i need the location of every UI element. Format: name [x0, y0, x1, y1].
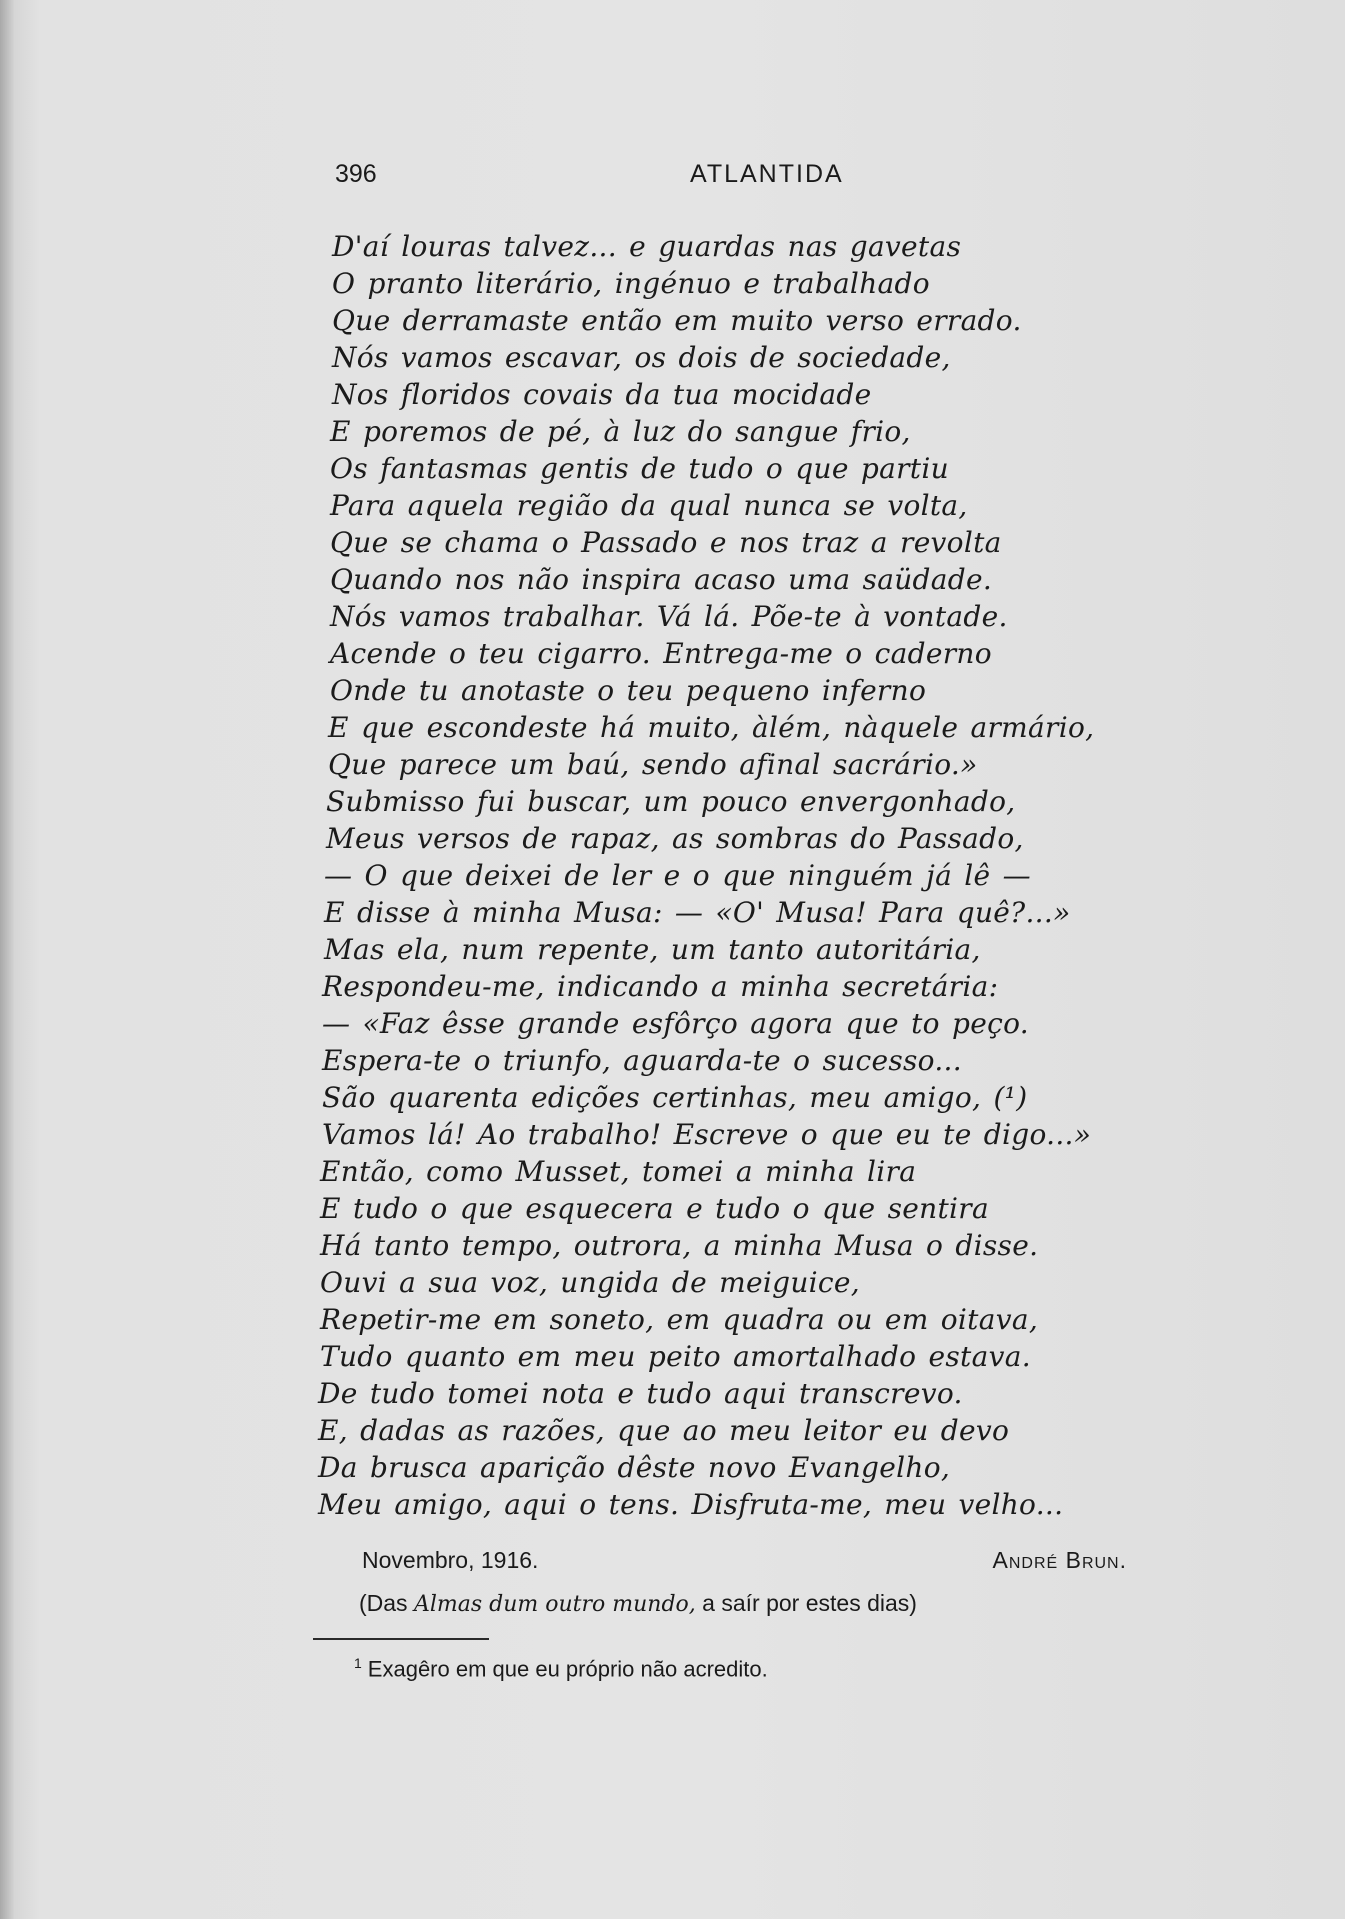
poem-line: Onde tu anotaste o teu pequeno inferno — [330, 674, 927, 707]
poem-line: E tudo o que esquecera e tudo o que sentira — [320, 1192, 989, 1225]
poem-line: E, dadas as razões, que ao meu leitor eu devo — [318, 1414, 1010, 1447]
poem-line: D'aí louras talvez... e guardas nas gavetas — [332, 230, 962, 263]
poem-line: E poremos de pé, à luz do sangue frio, — [330, 415, 911, 448]
poem-line: Mas ela, num repente, um tanto autoritária, — [324, 933, 981, 966]
footnote-divider — [313, 1638, 489, 1640]
poem-line: Nos floridos covais da tua mocidade — [332, 378, 872, 411]
source-book-title: Almas dum outro mundo, — [413, 1592, 696, 1617]
poem-line: Que derramaste então em muito verso errado. — [332, 304, 1022, 337]
page-gutter-shadow — [0, 0, 14, 1919]
poem-line: Meus versos de rapaz, as sombras do Passado, — [326, 822, 1024, 855]
poem-line: Quando nos não inspira acaso uma saüdade. — [330, 563, 993, 596]
date-line: Novembro, 1916. — [362, 1547, 539, 1573]
author-signature: André Brun. — [992, 1547, 1127, 1573]
poem-line: Da brusca aparição dêste novo Evangelho, — [318, 1451, 951, 1484]
poem-line: De tudo tomei nota e tudo aqui transcrevo. — [318, 1377, 963, 1410]
poem-line: — «Faz êsse grande esfôrço agora que to peço. — [322, 1007, 1029, 1040]
poem-line: Respondeu-me, indicando a minha secretária: — [322, 970, 999, 1003]
footnote — [354, 1655, 768, 1682]
poem-line: Os fantasmas gentis de tudo o que partiu — [330, 452, 949, 485]
poem-line: O pranto literário, ingénuo e trabalhado — [332, 267, 930, 300]
poem-line: Vamos lá! Ao trabalho! Escreve o que eu te digo...» — [322, 1118, 1092, 1151]
poem-line: Submisso fui buscar, um pouco envergonhado, — [326, 785, 1016, 818]
poem-line: Há tanto tempo, outrora, a minha Musa o disse. — [320, 1229, 1039, 1262]
signoff — [0, 1547, 1345, 1583]
poem-line: Que parece um baú, sendo afinal sacrário.» — [328, 748, 978, 781]
running-head — [0, 160, 1345, 200]
poem-line: E disse à minha Musa: — «O' Musa! Para quê?...» — [324, 896, 1071, 929]
poem-line: — O que deixei de ler e o que ninguém já lê — — [324, 859, 1031, 892]
poem-line: Tudo quanto em meu peito amortalhado estava. — [320, 1340, 1031, 1373]
poem-line: Repetir-me em soneto, em quadra ou em oitava, — [320, 1303, 1039, 1336]
source-note-prefix: (Das — [359, 1590, 408, 1616]
poem-line: Para aquela região da qual nunca se volta, — [330, 489, 968, 522]
poem — [318, 228, 1094, 1523]
footnote-marker: 1 — [354, 1655, 362, 1671]
source-note-suffix: a saír por estes dias) — [702, 1590, 917, 1616]
poem-line: Meu amigo, aqui o tens. Disfruta-me, meu velho... — [318, 1488, 1064, 1521]
poem-line: E que escondeste há muito, àlém, nàquele armário, — [328, 711, 1095, 744]
poem-line: São quarenta edições certinhas, meu amigo, (¹) — [322, 1081, 1028, 1114]
source-note — [359, 1590, 917, 1617]
poem-line: Então, como Musset, tomei a minha lira — [320, 1155, 917, 1188]
poem-line: Nós vamos escavar, os dois de sociedade, — [332, 341, 951, 374]
journal-title: ATLANTIDA — [690, 160, 844, 188]
page-number: 396 — [335, 160, 377, 188]
poem-line: Espera-te o triunfo, aguarda-te o sucesso... — [322, 1044, 962, 1077]
poem-line: Ouvi a sua voz, ungida de meiguice, — [320, 1266, 860, 1299]
poem-line: Nós vamos trabalhar. Vá lá. Põe-te à vontade. — [330, 600, 1008, 633]
poem-line: Que se chama o Passado e nos traz a revolta — [330, 526, 1002, 559]
poem-line: Acende o teu cigarro. Entrega-me o caderno — [330, 637, 992, 670]
footnote-text: Exagêro em que eu próprio não acredito. — [367, 1656, 768, 1682]
